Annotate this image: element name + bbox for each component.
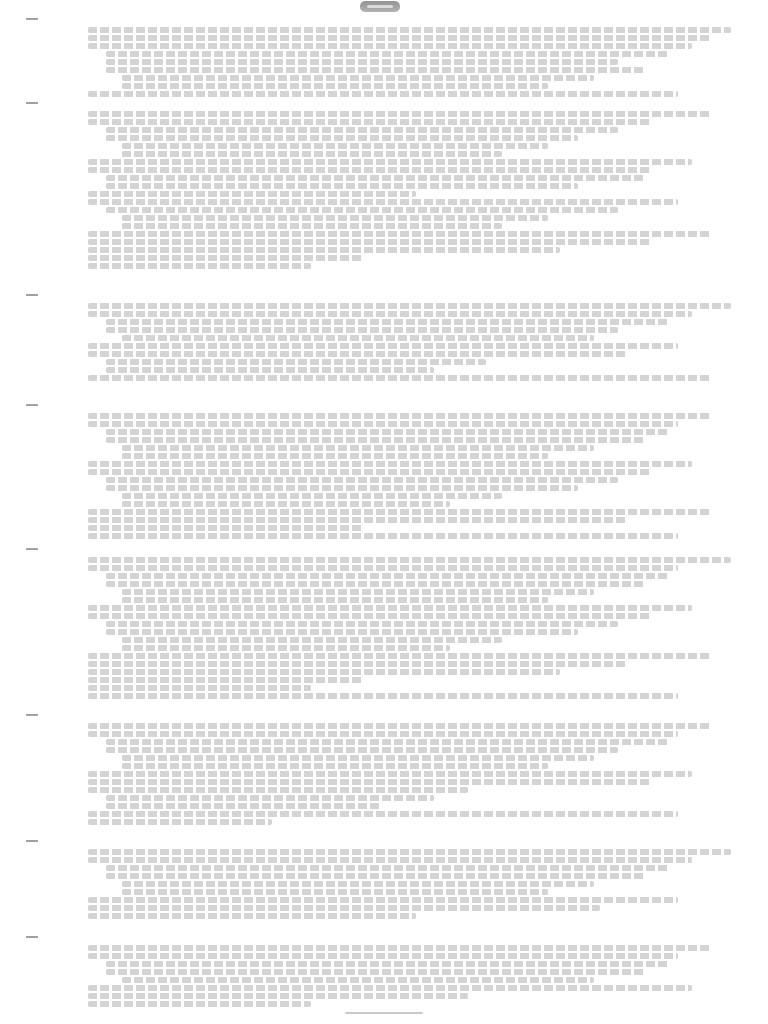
text-line — [88, 557, 731, 563]
section-3-marker — [26, 294, 38, 296]
footer — [0, 1008, 768, 1018]
text-line — [88, 677, 364, 683]
section-5-marker — [26, 548, 38, 550]
section-3-lines — [88, 303, 744, 383]
text-line — [122, 645, 450, 651]
text-line — [88, 669, 560, 675]
section-7-lines — [88, 849, 744, 921]
text-line — [106, 865, 670, 871]
section-8-lines — [88, 945, 744, 1009]
text-line — [88, 413, 711, 419]
text-line — [88, 605, 692, 611]
text-line — [88, 849, 731, 855]
text-line — [122, 977, 594, 983]
text-line — [88, 509, 711, 515]
text-line — [106, 175, 644, 181]
section-1-title — [88, 16, 744, 24]
text-line — [122, 83, 548, 89]
text-line — [88, 43, 692, 49]
text-line — [106, 573, 670, 579]
text-line — [88, 159, 692, 165]
text-line — [88, 685, 311, 691]
section-1-lines — [88, 27, 744, 99]
section-7-title — [88, 838, 744, 846]
text-line — [122, 151, 502, 157]
text-line — [88, 993, 468, 999]
text-line — [122, 445, 594, 451]
page-footer-mark — [345, 1012, 423, 1014]
text-line — [106, 581, 644, 587]
text-line — [88, 661, 626, 667]
text-line — [106, 795, 434, 801]
text-line — [106, 135, 578, 141]
section-4-title — [88, 402, 744, 410]
text-line — [88, 517, 626, 523]
text-line — [106, 127, 618, 133]
text-line — [122, 453, 548, 459]
text-line — [88, 343, 678, 349]
section-8-marker — [26, 936, 38, 938]
section-8 — [0, 934, 768, 1008]
text-line — [88, 819, 272, 825]
text-line — [122, 75, 594, 81]
section-1-marker — [26, 18, 38, 20]
text-line — [106, 437, 644, 443]
text-line — [122, 881, 594, 887]
text-line — [88, 27, 731, 33]
section-7-marker — [26, 840, 38, 842]
text-line — [106, 621, 618, 627]
text-line — [122, 637, 502, 643]
text-line — [88, 375, 711, 381]
text-line — [88, 985, 692, 991]
text-line — [88, 897, 678, 903]
text-line — [106, 873, 644, 879]
text-line — [88, 525, 364, 531]
text-line — [106, 51, 670, 57]
section-2-title — [88, 100, 744, 108]
section-4-lines — [88, 413, 744, 541]
section-6-title — [88, 712, 744, 720]
section-4-marker — [26, 404, 38, 406]
text-line — [106, 327, 618, 333]
text-line — [88, 239, 652, 245]
text-line — [106, 485, 578, 491]
text-line — [88, 953, 678, 959]
text-line — [88, 421, 678, 427]
section-7 — [0, 838, 768, 928]
text-line — [88, 945, 711, 951]
text-line — [106, 747, 618, 753]
text-line — [88, 731, 678, 737]
text-line — [88, 351, 626, 357]
text-line — [88, 771, 692, 777]
text-line — [122, 501, 450, 507]
text-line — [122, 597, 548, 603]
text-line — [88, 693, 678, 699]
section-5 — [0, 546, 768, 706]
text-line — [122, 143, 548, 149]
section-2 — [0, 100, 768, 290]
text-line — [88, 119, 652, 125]
section-5-lines — [88, 557, 744, 701]
text-line — [88, 231, 711, 237]
text-line — [106, 429, 670, 435]
section-2-marker — [26, 102, 38, 104]
text-line — [106, 477, 618, 483]
text-line — [88, 723, 711, 729]
section-5-title — [88, 546, 744, 554]
text-line — [88, 35, 711, 41]
text-line — [88, 565, 678, 571]
section-3-title — [88, 292, 744, 300]
text-line — [88, 247, 560, 253]
text-line — [88, 533, 678, 539]
section-4 — [0, 402, 768, 542]
text-line — [122, 223, 502, 229]
section-3 — [0, 292, 768, 392]
text-line — [88, 303, 731, 309]
text-line — [122, 755, 594, 761]
text-line — [106, 359, 486, 365]
text-line — [88, 91, 678, 97]
section-6 — [0, 712, 768, 832]
text-line — [88, 111, 711, 117]
text-line — [106, 367, 434, 373]
section-6-lines — [88, 723, 744, 827]
text-line — [106, 319, 670, 325]
text-line — [122, 493, 502, 499]
text-line — [88, 311, 692, 317]
text-line — [88, 263, 311, 269]
text-line — [88, 913, 416, 919]
section-6-marker — [26, 714, 38, 716]
text-line — [88, 191, 416, 197]
text-line — [122, 763, 548, 769]
text-line — [88, 255, 364, 261]
text-line — [106, 67, 644, 73]
logo-icon — [360, 1, 400, 12]
text-line — [88, 1001, 311, 1007]
text-line — [106, 207, 618, 213]
top-bar — [0, 0, 768, 14]
text-line — [88, 613, 652, 619]
section-1 — [0, 16, 768, 106]
text-line — [88, 779, 652, 785]
text-line — [88, 653, 711, 659]
text-line — [88, 787, 468, 793]
text-line — [88, 199, 678, 205]
text-line — [88, 905, 600, 911]
text-line — [88, 167, 652, 173]
text-line — [88, 469, 652, 475]
section-8-title — [88, 934, 744, 942]
text-line — [88, 461, 692, 467]
text-line — [106, 803, 382, 809]
text-line — [106, 59, 618, 65]
text-line — [122, 335, 594, 341]
text-line — [88, 811, 678, 817]
text-line — [106, 969, 644, 975]
text-line — [106, 629, 578, 635]
text-line — [122, 889, 548, 895]
text-line — [106, 961, 670, 967]
text-line — [88, 857, 692, 863]
text-line — [106, 739, 670, 745]
section-2-lines — [88, 111, 744, 271]
text-line — [122, 215, 548, 221]
text-line — [122, 589, 594, 595]
text-line — [106, 183, 578, 189]
